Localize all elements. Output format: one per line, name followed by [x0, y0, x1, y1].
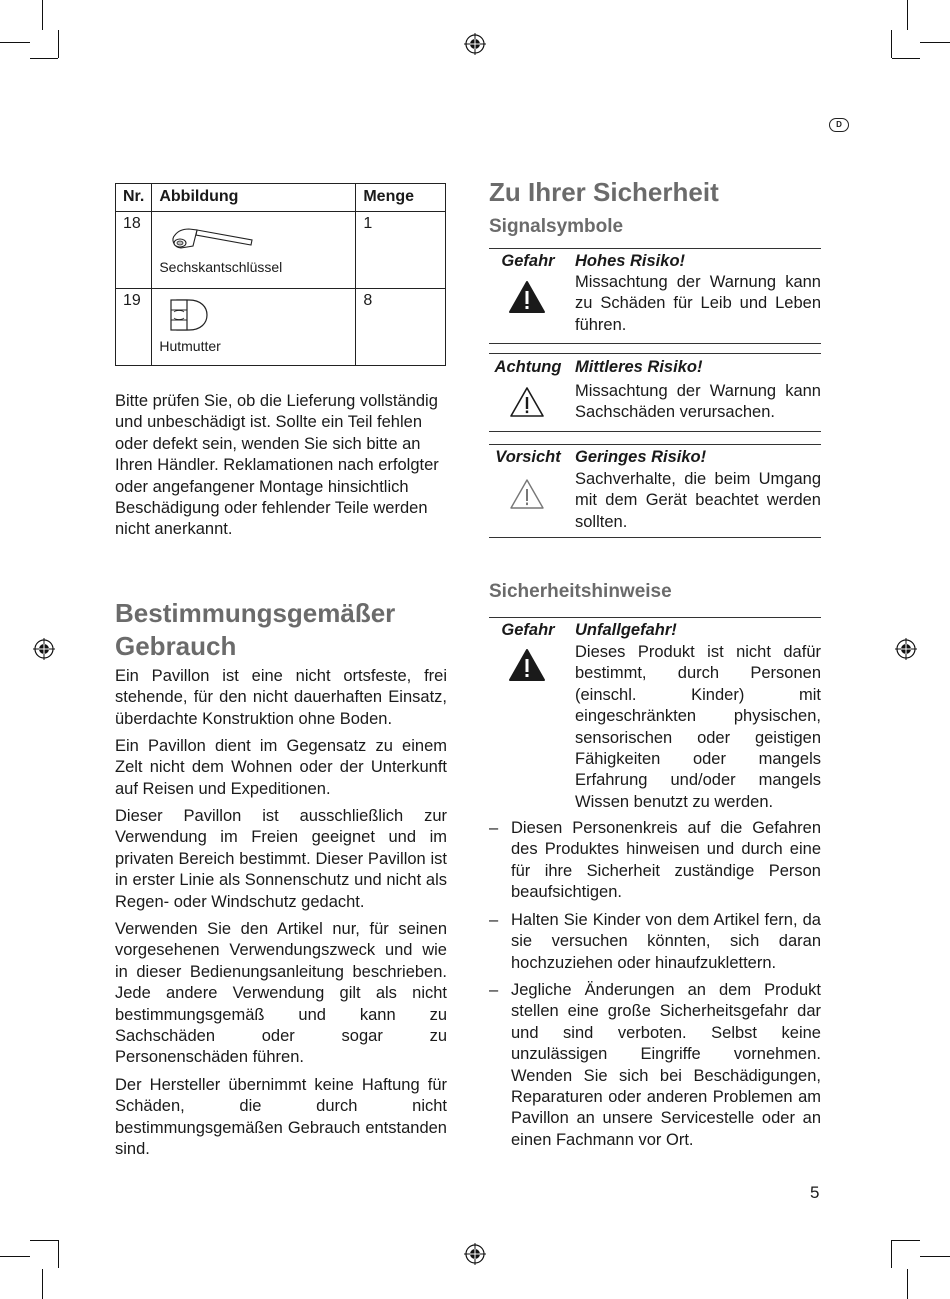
warning-light-icon: [508, 477, 546, 511]
crop-mark: [30, 1240, 58, 1241]
signal-title: Geringes Risiko!: [575, 448, 707, 466]
list-item-text: Jegliche Änderungen an dem Produkt stellen eine große Sicherheitsgefahr dar und sind verboten. Selbst keine unzulässigen Eingriffe vornehmen. Wenden Sie sich bei Beschädigungen, Reparaturen oder anderen Problemen am Pavillon an unsere Servicestelle oder an einen Fachmann vor Ort.: [511, 981, 821, 1149]
crop-mark: [892, 1240, 920, 1241]
registration-mark-icon: [33, 638, 55, 660]
crop-mark: [0, 42, 30, 43]
divider: [489, 537, 821, 538]
divider: [489, 444, 821, 445]
crop-mark: [42, 1269, 43, 1299]
signal-text: Missachtung der Warnung kann Sachschäden verursachen.: [575, 382, 821, 422]
language-badge: D: [829, 118, 849, 132]
part-caption: Sechskantschlüssel: [159, 259, 283, 275]
crop-mark: [30, 58, 58, 59]
divider: [489, 353, 821, 354]
signal-text: Sachverhalte, die beim Umgang mit dem Gerät beachtet werden sollten.: [575, 470, 821, 531]
table-row: [116, 289, 446, 366]
part-caption: Hutmutter: [159, 338, 221, 354]
intended-use-title-line1: Bestimmungsgemäßer: [115, 598, 396, 628]
crop-mark: [891, 30, 892, 58]
delivery-note: Bitte prüfen Sie, ob die Lieferung vollständig und unbeschädigt ist. Sollte ein Teil fehlen oder defekt sein, wenden Sie sich bitte an Ihren Händler. Reklamationen nach erfolgter oder angefangener Montage hinsichtlich Beschädigung oder fehlender Teile werden nicht anerkannt.: [115, 392, 439, 539]
header-menge: Menge: [356, 184, 446, 212]
cap-nut-icon: [167, 296, 211, 334]
divider: [489, 248, 821, 249]
part-number: 19: [116, 289, 152, 366]
list-dash: –: [489, 911, 499, 929]
signal-text: Missachtung der Warnung kann zu Schäden für Leib und Leben führen.: [575, 273, 821, 334]
intended-use-title-line2: Gebrauch: [115, 631, 237, 661]
list-dash: –: [489, 981, 499, 999]
hex-key-icon: [167, 221, 257, 253]
crop-mark: [58, 30, 59, 58]
part-quantity: 1: [356, 212, 446, 289]
intended-use-paragraph: Dieser Pavillon ist ausschließlich zur Verwendung im Freien geeignet und im privaten Bereich bestimmt. Dieser Pavillon ist in erster Linie als Sonnenschutz und nicht als Regen- oder Windschutz gedacht.: [115, 807, 447, 911]
table-header-row: [116, 184, 446, 212]
intended-use-paragraph: Der Hersteller übernimmt keine Haftung für Schäden, die durch nicht bestimmungsgemäßen Gebrauch entstanden sind.: [115, 1076, 447, 1159]
crop-mark: [920, 1256, 950, 1257]
crop-mark: [920, 42, 950, 43]
part-number: 18: [116, 212, 152, 289]
divider: [489, 343, 821, 344]
header-abbildung: Abbildung: [152, 184, 356, 212]
warning-outline-icon: [508, 385, 546, 419]
crop-mark: [0, 1256, 30, 1257]
divider: [489, 617, 821, 618]
intended-use-paragraph: Ein Pavillon ist eine nicht ortsfeste, frei stehende, für den nicht dauerhaften Einsatz, überdachte Konstruktion ohne Boden.: [115, 667, 447, 728]
list-item-text: Diesen Personenkreis auf die Gefahren des Produktes hinweisen und durch eine für ihre Sicherheit zuständige Person beaufsichtigen.: [511, 819, 821, 902]
header-nr: Nr.: [116, 184, 152, 212]
crop-mark: [907, 0, 908, 30]
signal-label-vorsicht: Vorsicht: [495, 448, 561, 466]
registration-mark-icon: [464, 1243, 486, 1265]
warning-filled-icon: [508, 280, 546, 314]
crop-mark: [42, 0, 43, 30]
crop-mark: [58, 1240, 59, 1268]
intended-use-paragraph: Ein Pavillon dient im Gegensatz zu einem Zelt nicht dem Wohnen oder der Unterkunft auf Reisen und Expeditionen.: [115, 737, 447, 798]
crop-mark: [891, 1240, 892, 1268]
table-row: [116, 212, 446, 289]
signal-symbols-subtitle: Signalsymbole: [489, 216, 624, 237]
list-item-text: Halten Sie Kinder von dem Artikel fern, da sie versuchen könnten, sich daran hochzuziehen oder hinaufzuklettern.: [511, 911, 821, 972]
registration-mark-icon: [895, 638, 917, 660]
danger-title: Unfallgefahr!: [575, 621, 677, 639]
signal-title: Mittleres Risiko!: [575, 358, 703, 376]
page-number: 5: [810, 1183, 820, 1202]
divider: [489, 431, 821, 432]
part-illustration: [152, 289, 356, 366]
intended-use-paragraph: Verwenden Sie den Artikel nur, für seinen vorgesehenen Verwendungszweck und wie in dieser Bedienungsanleitung beschrieben. Jede andere Verwendung gilt als nicht bestimmungsgemäß und kann zu Sachschäden oder sogar zu Personenschäden führen.: [115, 920, 447, 1067]
crop-mark: [907, 1269, 908, 1299]
intended-use-title: [115, 597, 395, 663]
part-illustration: [152, 212, 356, 289]
crop-mark: [892, 58, 920, 59]
registration-mark-icon: [464, 33, 486, 55]
list-dash: –: [489, 819, 499, 837]
signal-label-achtung: Achtung: [494, 358, 562, 376]
warning-filled-icon: [508, 648, 546, 682]
danger-text: Dieses Produkt ist nicht dafür bestimmt, durch Personen (einschl. Kinder) mit eingeschränkten physischen, sensorischen oder geistigen Fähigkeiten oder mangels Erfahrung und/oder mangels Wissen benutzt zu werden.: [575, 643, 821, 811]
danger-label: Gefahr: [501, 621, 555, 639]
parts-table: [115, 183, 446, 366]
signal-label-gefahr: Gefahr: [501, 252, 555, 270]
part-quantity: 8: [356, 289, 446, 366]
safety-notes-subtitle: Sicherheitshinweise: [489, 581, 672, 602]
signal-title: Hohes Risiko!: [575, 252, 686, 270]
safety-title: Zu Ihrer Sicherheit: [489, 177, 719, 207]
